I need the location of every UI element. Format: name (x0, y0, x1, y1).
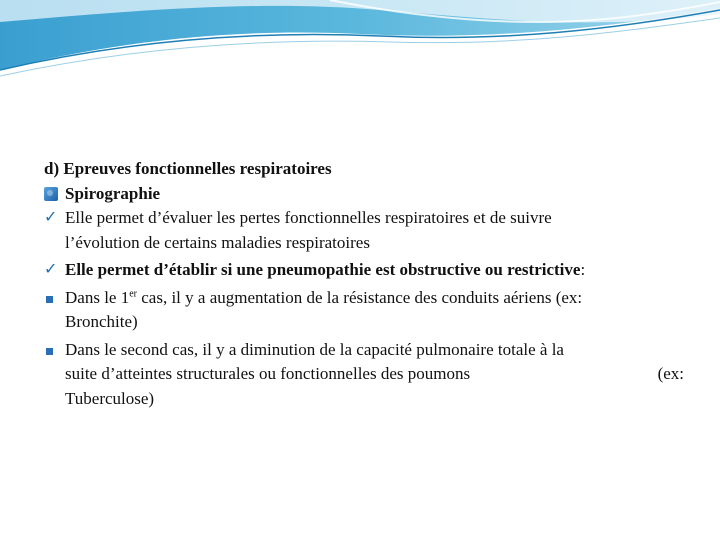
text-part: cas, il y a augmentation de la résistance des conduits aériens (ex: (137, 287, 583, 307)
list-item-square-2 (44, 338, 684, 412)
small-square-bullet-icon (44, 286, 62, 311)
text-part: (ex: (657, 364, 684, 383)
text-part: suite d’atteintes structurales ou fonctionnelles des poumons (65, 364, 471, 383)
square-bullet-icon (44, 182, 62, 209)
list-item-text-line: Elle permet d’évaluer les pertes fonctionnelles respiratoires et de suivre (65, 208, 552, 227)
superscript: er (129, 287, 137, 299)
list-item-text-line: Dans le second cas, il y a diminution de la capacité pulmonaire totale à la (65, 339, 564, 359)
list-item-check-1 (44, 206, 684, 255)
section-heading: d) Epreuves fonctionnelles respiratoires (44, 159, 332, 178)
list-item-text-line: Tuberculose) (65, 388, 155, 408)
list-item-text-line: l’évolution de certains maladies respiratoires (65, 232, 370, 252)
list-item-check-2 (44, 258, 684, 283)
slide-content (44, 157, 684, 411)
list-item-text-line: Bronchite) (65, 312, 138, 331)
small-square-bullet-icon (44, 338, 62, 363)
list-item-text-line (65, 362, 684, 387)
list-item-spirographie (44, 182, 684, 207)
list-item-text: Spirographie (65, 183, 161, 203)
list-item-text: Elle permet d’établir si une pneumopathie est obstructive ou restrictive (65, 260, 581, 279)
list-item-text-suffix: : (580, 260, 586, 279)
check-icon: ✓ (44, 209, 58, 226)
list-item-square-1 (44, 286, 684, 335)
text-part: Dans le 1 (65, 287, 130, 307)
list-item-text-line (65, 286, 684, 311)
decorative-wave-banner (0, 0, 720, 90)
check-icon: ✓ (44, 261, 58, 278)
